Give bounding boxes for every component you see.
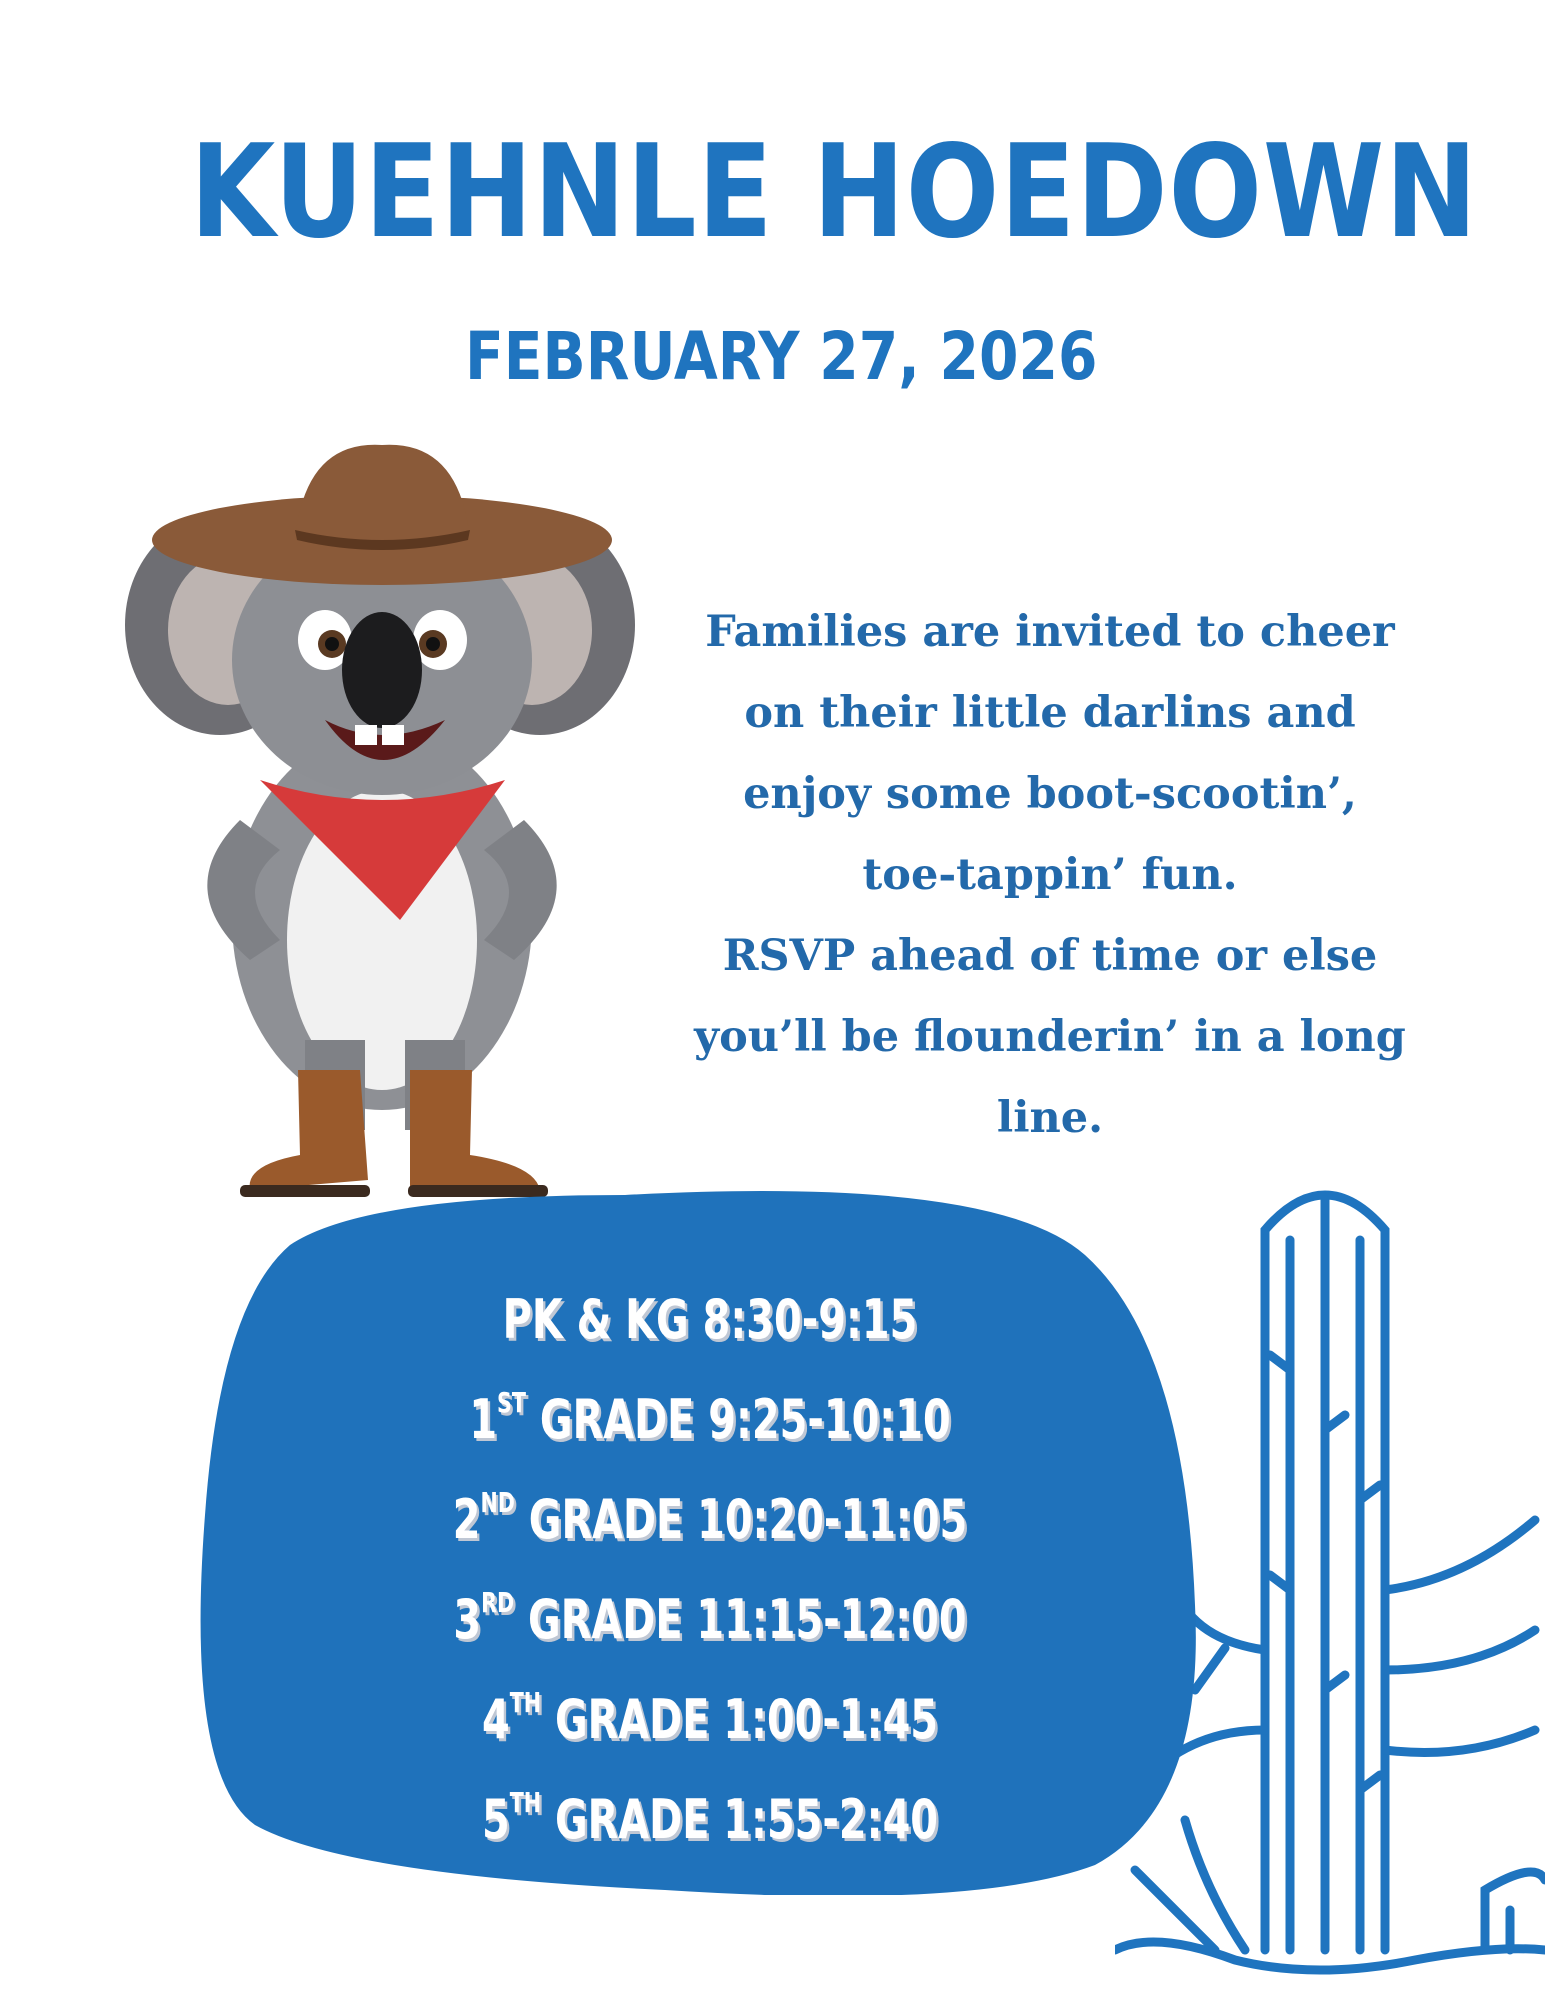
schedule-row: 3RD GRADE 11:15-12:00 xyxy=(453,1586,967,1651)
schedule-row: 5TH GRADE 1:55-2:40 xyxy=(481,1786,939,1851)
schedule-row: 2ND GRADE 10:20-11:05 xyxy=(452,1486,968,1551)
invite-line: you’ll be flounderin’ in a long xyxy=(694,1012,1406,1062)
invite-line: on their little darlins and xyxy=(744,688,1356,738)
koala-mascot-image xyxy=(110,420,670,1220)
schedule-list xyxy=(330,1270,1090,1870)
invitation-text xyxy=(650,592,1450,1159)
invite-line: enjoy some boot-scootin’, xyxy=(743,769,1357,819)
schedule-row: 1ST GRADE 9:25-10:10 xyxy=(469,1386,951,1451)
invite-line: RSVP ahead of time or else xyxy=(722,931,1378,981)
schedule-row: 4TH GRADE 1:00-1:45 xyxy=(481,1686,939,1751)
schedule-row: PK & KG 8:30-9:15 xyxy=(502,1288,918,1351)
event-date: FEBRUARY 27, 2026 xyxy=(465,318,1098,395)
invite-line: toe-tappin’ fun. xyxy=(862,850,1238,900)
invite-line: Families are invited to cheer xyxy=(705,607,1395,657)
event-title: KUEHNLE HOEDOWN xyxy=(190,118,1479,267)
invite-line: line. xyxy=(996,1093,1104,1143)
